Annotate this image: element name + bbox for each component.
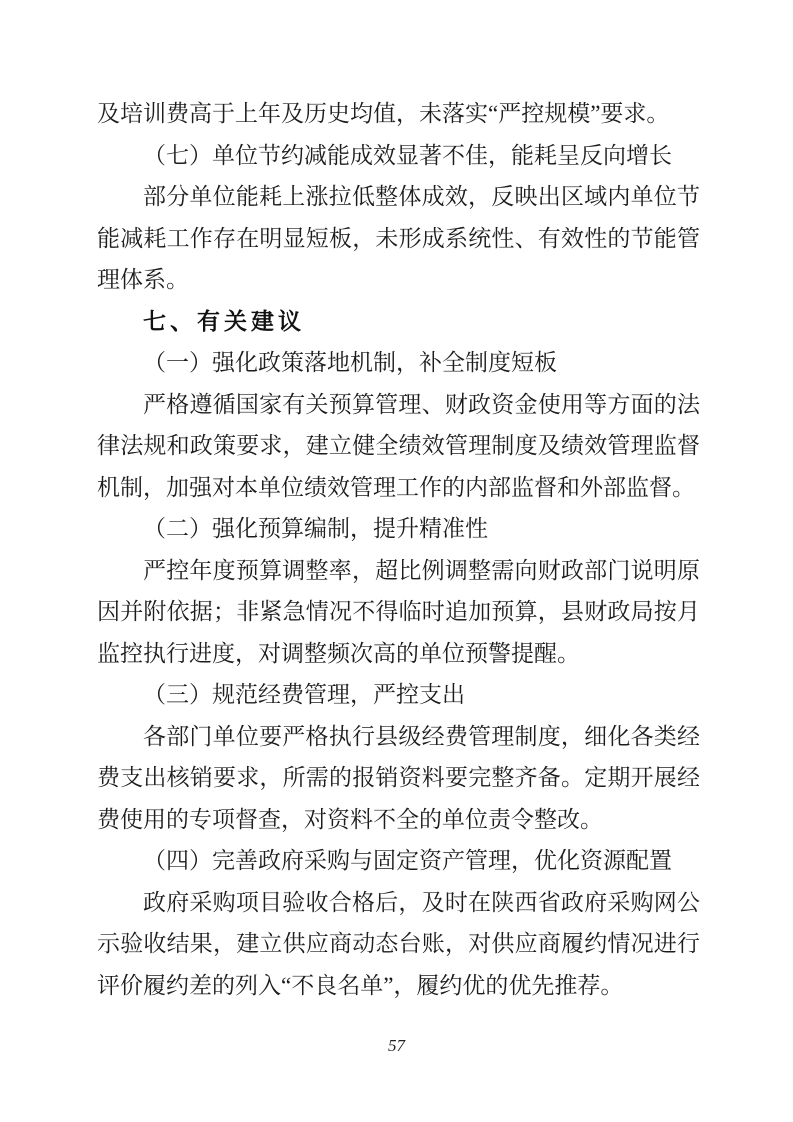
page-number: 57 bbox=[388, 1036, 405, 1055]
body-paragraph: 各部门单位要严格执行县级经费管理制度，细化各类经费支出核销要求，所需的报销资料要完整齐备。定期开展经费使用的专项督查，对资料不全的单位责令整改。 bbox=[97, 723, 700, 832]
body-paragraph: 部分单位能耗上涨拉低整体成效，反映出区域内单位节能减耗工作存在明显短板，未形成系统性、有效性的节能管理体系。 bbox=[97, 184, 700, 292]
body-paragraph: 严控年度预算调整率，超比例调整需向财政部门说明原因并附依据；非紧急情况不得临时追加预算，县财政局按月监控执行进度，对调整频次高的单位预警提醒。 bbox=[97, 557, 700, 666]
document-content bbox=[97, 93, 700, 1006]
section-heading-suggestions: 七、有关建议 bbox=[143, 307, 305, 334]
body-paragraph: 严格遵循国家有关预算管理、财政资金使用等方面的法律法规和政策要求，建立健全绩效管理制度及绩效管理监督机制，加强对本单位绩效管理工作的内部监督和外部监督。 bbox=[97, 391, 700, 500]
body-paragraph: 政府采购项目验收合格后，及时在陕西省政府采购网公示验收结果，建立供应商动态台账，对供应商履约情况进行评价履约差的列入“不良名单”，履约优的优先推荐。 bbox=[97, 889, 700, 998]
body-paragraph-continuation: 及培训费高于上年及历史均值，未落实“严控规模”要求。 bbox=[97, 101, 670, 126]
subheading-item-3: （三）规范经费管理，严控支出 bbox=[143, 682, 465, 707]
subheading-item-1: （一）强化政策落地机制，补全制度短板 bbox=[143, 350, 557, 375]
subheading-item-2: （二）强化预算编制，提升精准性 bbox=[143, 516, 488, 541]
subheading-item-7: （七）单位节约减能成效显著不佳，能耗呈反向增长 bbox=[143, 142, 672, 168]
subheading-item-4: （四）完善政府采购与固定资产管理，优化资源配置 bbox=[143, 848, 672, 873]
